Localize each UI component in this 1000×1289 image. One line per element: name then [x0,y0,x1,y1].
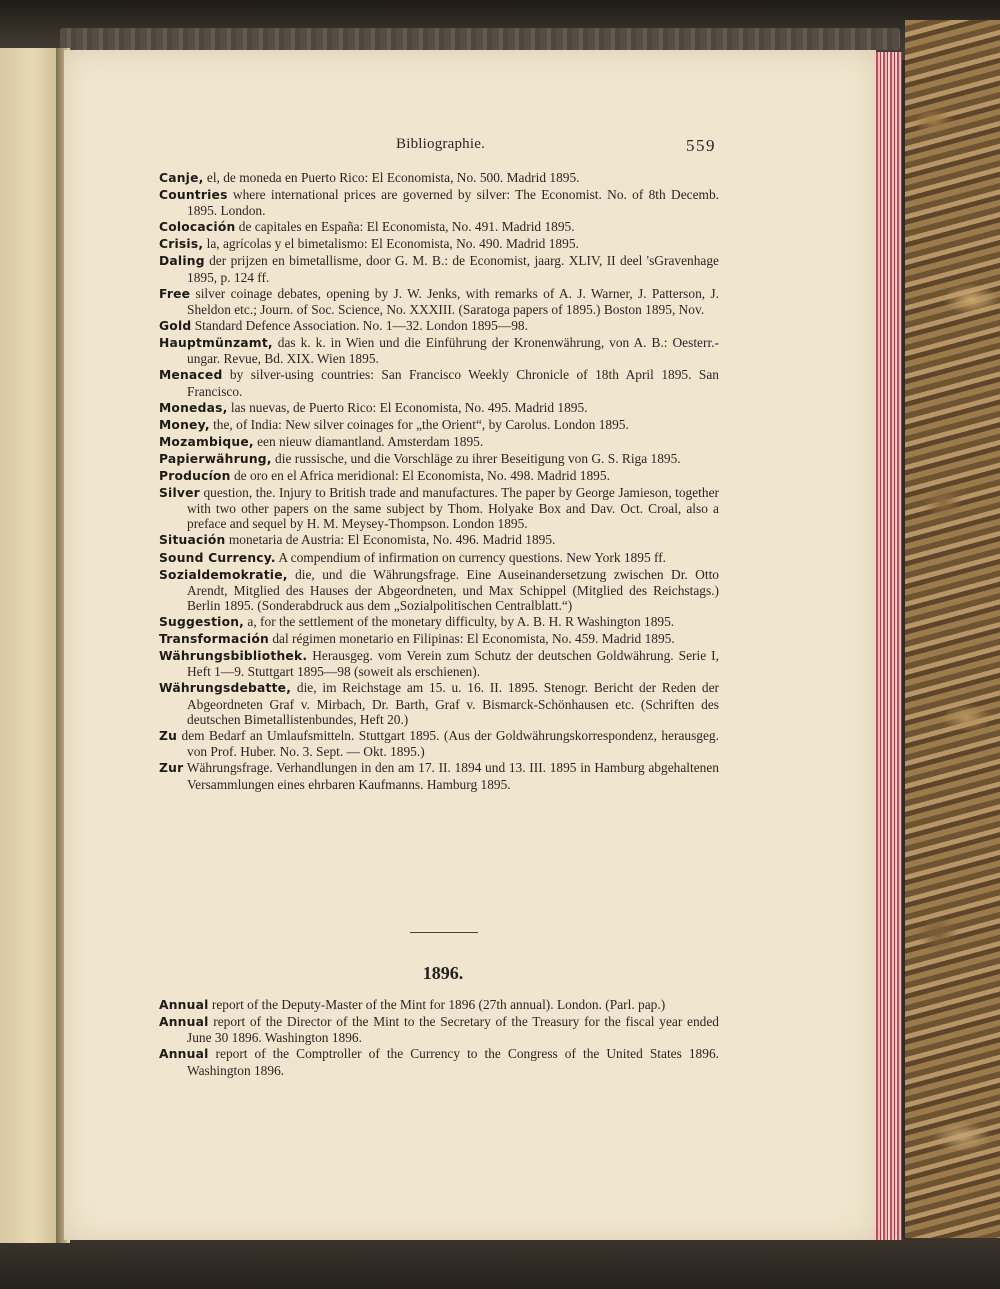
entry-keyword: Währungsdebatte, [159,681,292,696]
bibliography-entry [159,614,719,630]
entry-text: Herausgeg. vom Verein zum Schutz der deutschen Goldwährung. Serie I, Heft 1—9. Stuttgart 1895—98 (soweit als erschienen). [187,648,719,680]
entry-text: das k. k. in Wien und die Einführung der Kronenwährung, von A. B.: Oesterr.-ungar. Revue, Bd. XIX. Wien 1895. [187,335,719,367]
bibliography-entry [159,532,719,548]
entry-keyword: Suggestion, [159,615,245,630]
bibliography-entry [159,728,719,760]
entry-keyword: Money, [159,417,210,432]
entry-keyword: Papierwährung, [159,451,272,466]
bibliography-entry [159,434,719,450]
bibliography-entry [159,400,719,416]
entry-keyword: Menaced [159,368,223,383]
marbled-endpaper [905,20,1000,1289]
entry-keyword: Situación [159,533,226,548]
entry-keyword: Daling [159,254,205,269]
cover-binding-strip [60,28,900,50]
entry-text: by silver-using countries: San Francisco Weekly Chronicle of 18th April 1895. San Francisco. [187,367,719,399]
bibliography-list-1895 [159,170,719,793]
entry-text: where international prices are governed by silver: The Economist. No. of 8th Decemb. 1895. London. [187,187,719,219]
entry-text: die, im Reichstage am 15. u. 16. II. 1895. Stenogr. Bericht der Reden der Abgeordneten Graf v. Mirbach, Dr. Barth, Graf v. Bismarck-Schönhausen etc. (Schriften des deutschen Bimetallistenbundes, Heft 20.) [187,680,720,727]
entry-keyword: Monedas, [159,400,228,415]
entry-keyword: Silver [159,485,200,500]
entry-text: dal régimen monetario en Filipinas: El Economista, No. 459. Madrid 1895. [272,631,675,647]
bibliography-entry [159,187,719,219]
bibliography-entry [159,997,719,1013]
entry-text: die russische, und die Vorschläge zu ihrer Beseitigung von G. S. Riga 1895. [275,450,681,466]
entry-text: Währungsfrage. Verhandlungen in den am 17. II. 1894 und 13. III. 1895 in Hamburg abgehaltenen Versammlungen eines ehrbaren Kaufmanns. Hamburg 1895. [186,760,719,792]
entry-keyword: Hauptmünzamt, [159,336,273,351]
bibliography-entry [159,760,719,792]
bibliography-entry [159,451,719,467]
entry-text: el, de moneda en Puerto Rico: El Economista, No. 500. Madrid 1895. [206,170,580,185]
bibliography-entry [159,1014,719,1046]
bibliography-list-1896 [159,997,719,1079]
bibliography-entry [159,567,719,614]
entry-text: report of the Comptroller of the Currency to the Congress of the United States 1896. Washington 1896. [187,1046,719,1078]
entry-text: een nieuw diamantland. Amsterdam 1895. [257,433,484,449]
entry-text: la, agrícolas y el bimetalismo: El Economista, No. 490. Madrid 1895. [206,236,579,252]
entry-keyword: Währungsbibliothek. [159,649,308,664]
entry-text: de oro en el Africa meridional: El Economista, No. 498. Madrid 1895. [233,467,610,483]
bibliography-entry [159,417,719,433]
bibliography-entry [159,367,719,399]
entry-text: monetaria de Austria: El Economista, No. 496. Madrid 1895. [228,532,556,548]
bibliography-entry [159,253,719,285]
entry-keyword: Zu [159,729,178,744]
section-divider [410,932,478,933]
entry-text: question, the. Injury to British trade and manufactures. The paper by George Jamieson, together with two other papers on the same subject by Thom. Holyake Box and Dav. Oct. Croal, also a preface and sequel by H. M. Meysey-Thompson. London 1895. [187,484,719,532]
running-header [0,136,876,156]
entry-text: die, und die Währungsfrage. Eine Auseinandersetzung zwischen Dr. Otto Arendt, Mitglied des Hauses der Abgeordneten, und Max Schippel (Mitglied des Reichstags.) Berlin 1895. (Sonderabdruck aus dem „Sozialpolitischen Centralblatt.“) [187,566,719,614]
entry-text: a, for the settlement of the monetary difficulty, by A. B. H. R Washington 1895. [247,614,675,630]
entry-keyword: Transformación [159,632,269,647]
bibliography-entry [159,648,719,680]
entry-keyword: Sozialdemokratie, [159,567,288,582]
entry-text: dem Bedarf an Umlaufsmitteln. Stuttgart 1895. (Aus der Goldwährungskorrespondenz, herausgeg. von Prof. Huber. No. 3. Sept. — Okt. 1895.) [181,728,719,760]
entry-text: A compendium of infirmation on currency questions. New York 1895 ff. [278,549,667,565]
entry-keyword: Annual [159,1047,209,1062]
entry-text: the, of India: New silver coinages for „the Orient“, by Carolus. London 1895. [213,416,629,432]
entry-keyword: Gold [159,319,192,334]
red-page-edges [876,52,902,1240]
entry-keyword: Annual [159,1015,209,1030]
entry-keyword: Canje, [159,171,204,185]
bibliography-entry [159,1046,719,1078]
entry-keyword: Mozambique, [159,434,254,449]
year-heading: 1896. [422,963,464,983]
bibliography-entry [159,550,719,566]
book-cover-bottom [0,1238,1000,1289]
entry-keyword: Sound Currency. [159,550,276,565]
bibliography-entry [159,468,719,484]
entry-text: Standard Defence Association. No. 1—32. London 1895—98. [194,318,528,334]
bibliography-entry [159,485,719,532]
entry-text: de capitales en España: El Economista, No. 491. Madrid 1895. [238,219,575,235]
bibliography-entry [159,286,719,318]
bibliography-entry [159,335,719,367]
page-number: 559 [686,136,716,155]
facing-page-edge [0,48,62,1243]
entry-text: report of the Director of the Mint to the Secretary of the Treasury for the fiscal year ended June 30 1896. Washington 1896. [187,1014,719,1046]
bibliography-entry [159,631,719,647]
bibliography-entry [159,170,719,186]
entry-text: report of the Deputy-Master of the Mint for 1896 (27th annual). London. (Parl. pap.) [211,997,666,1012]
entry-keyword: Producíon [159,468,231,483]
entry-text: las nuevas, de Puerto Rico: El Economista, No. 495. Madrid 1895. [230,399,588,415]
entry-keyword: Annual [159,998,209,1012]
bibliography-entry [159,680,719,727]
bibliography-entry [159,318,719,334]
entry-keyword: Crisis, [159,237,204,252]
bibliography-entry [159,236,719,252]
bibliography-entry [159,219,719,235]
entry-keyword: Colocación [159,220,236,235]
entry-text: silver coinage debates, opening by J. W. Jenks, with remarks of A. J. Warner, J. Patterson, J. Sheldon etc.; Journ. of Soc. Science, No. XXXIII. (Saratoga papers of 1895.) Boston 1895, Nov. [187,285,719,317]
running-title: Bibliographie. [396,136,486,152]
entry-text: der prijzen en bimetallisme, door G. M. B.: de Economist, jaarg. XLIV, II deel 'sGravenhage 1895, p. 124 ff. [187,253,719,285]
entry-keyword: Countries [159,188,228,203]
entry-keyword: Free [159,286,191,301]
entry-keyword: Zur [159,761,184,776]
